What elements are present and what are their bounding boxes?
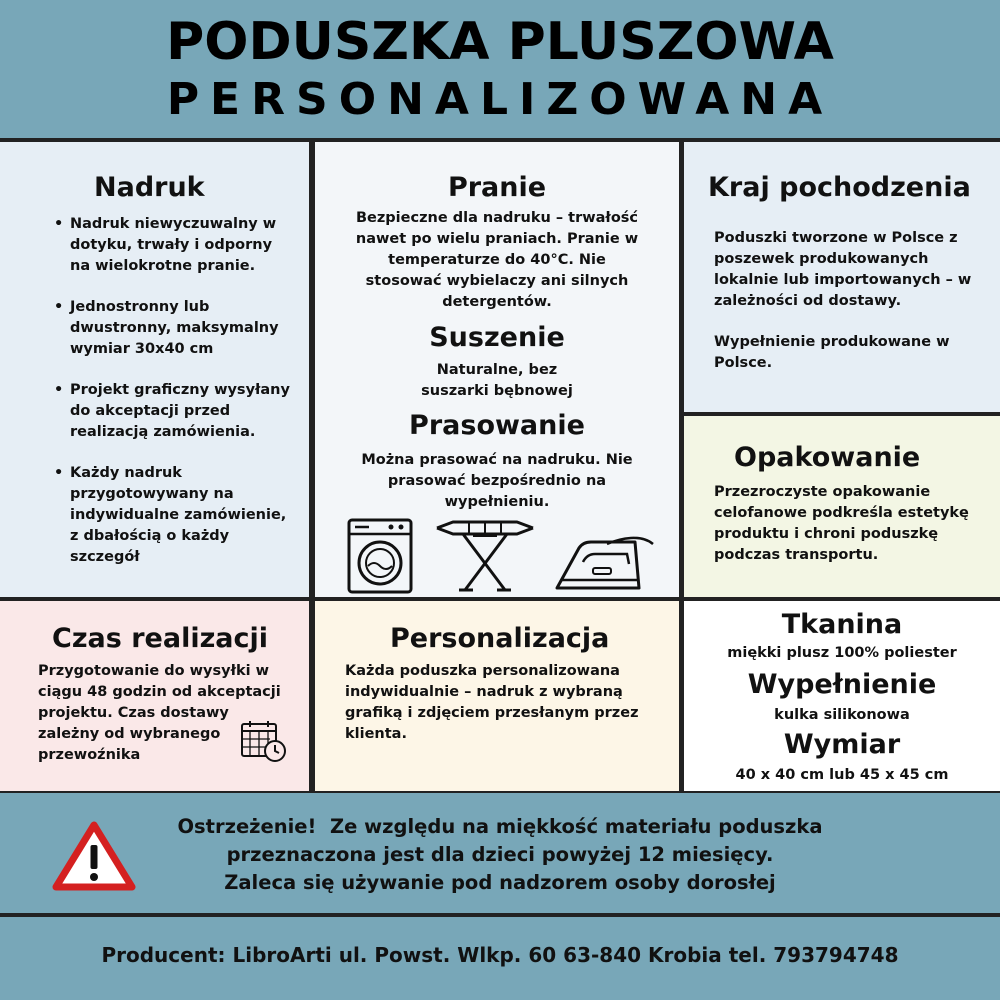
header [0,0,1000,138]
czas-heading: Czas realizacji [52,623,269,654]
nadruk-list [38,214,293,588]
warning-section [0,793,1000,917]
opakowanie-section [684,416,1000,597]
iron-icon [549,518,659,594]
personalizacja-section [315,601,679,791]
wymiar-heading: Wymiar [783,729,901,760]
kraj-heading: Kraj pochodzenia [708,172,971,203]
kraj-section [684,142,1000,412]
list-item: • Nadruk niewyczuwalny w dotyku, trwały i odporny na wielokrotne pranie. [38,214,293,277]
nadruk-section [0,142,309,597]
drying-rack-icon [433,518,537,594]
warning-line-3: Zaleca się używanie pod nadzorem osoby dorosłej [224,871,776,894]
care-icons [315,510,679,596]
suszenie-heading: Suszenie [429,322,565,353]
pranie-heading: Pranie [447,172,547,203]
personalizacja-text: Każda poduszka personalizowana indywidualnie – nadruk z wybraną grafiką i zdjęciem przesłanym przez klienta. [345,663,639,742]
kraj-text-1: Poduszki tworzone w Polsce z poszewek produkowanych lokalnie lub importowanych – w zależności od dostawy. [714,230,972,309]
warning-text [140,813,860,897]
opakowanie-heading: Opakowanie [734,442,921,473]
czas-text: Przygotowanie do wysyłki w ciągu 48 godzin od akceptacji projektu. Czas dostawy zależny od wybranego przewoźnika [38,663,281,763]
opakowanie-text: Przezroczyste opakowanie celofanowe podkreśla estetykę produktu i chroni poduszkę podczas transportu. [714,484,969,563]
personalizacja-heading: Personalizacja [390,623,610,654]
footer [0,917,1000,1000]
pranie-section [315,142,679,597]
prasowanie-text: Można prasować na nadruku. Nie prasować bezpośrednio na wypełnieniu. [361,452,633,510]
prasowanie-heading: Prasowanie [409,410,585,441]
info-grid [0,138,1000,793]
tkanina-heading: Tkanina [781,609,903,640]
suszenie-text: Naturalne, bez suszarki bębnowej [421,362,573,399]
producer-info: Producent: LibroArti ul. Powst. Wlkp. 60 63-840 Krobia tel. 793794748 [101,943,899,967]
pranie-text: Bezpieczne dla nadruku – trwałość nawet po wielu praniach. Pranie w temperaturze do 40°C. Nie stosować wybielaczy ani silnych detergentów. [355,210,639,310]
warning-triangle-icon [52,821,136,891]
czas-section [0,601,309,791]
nadruk-heading: Nadruk [94,172,205,203]
list-item: • Każdy nadruk przygotowywany na indywidualne zamówienie, z dbałością o każdy szczegół [38,463,293,568]
warning-line-1: Ostrzeżenie! Ze względu na miękkość materiału poduszka [177,815,823,838]
specs-section [684,601,1000,791]
wymiar-value: 40 x 40 cm lub 45 x 45 cm [735,767,949,783]
list-item: • Projekt graficzny wysyłany do akceptacji przed realizacją zamówienia. [38,380,293,443]
title-line-2: PERSONALIZOWANA [166,74,834,125]
tkanina-value: miękki plusz 100% poliester [727,645,957,661]
wypelnienie-value: kulka silikonowa [774,707,910,723]
wypelnienie-heading: Wypełnienie [747,669,937,700]
list-item: • Jednostronny lub dwustronny, maksymalny wymiar 30x40 cm [38,297,293,360]
calendar-clock-icon [240,719,288,763]
kraj-text-2: Wypełnienie produkowane w Polsce. [714,334,950,371]
warning-line-2: przeznaczona jest dla dzieci powyżej 12 miesięcy. [226,843,774,866]
title-line-1: PODUSZKA PLUSZOWA [166,12,834,72]
washing-machine-icon [347,518,413,594]
